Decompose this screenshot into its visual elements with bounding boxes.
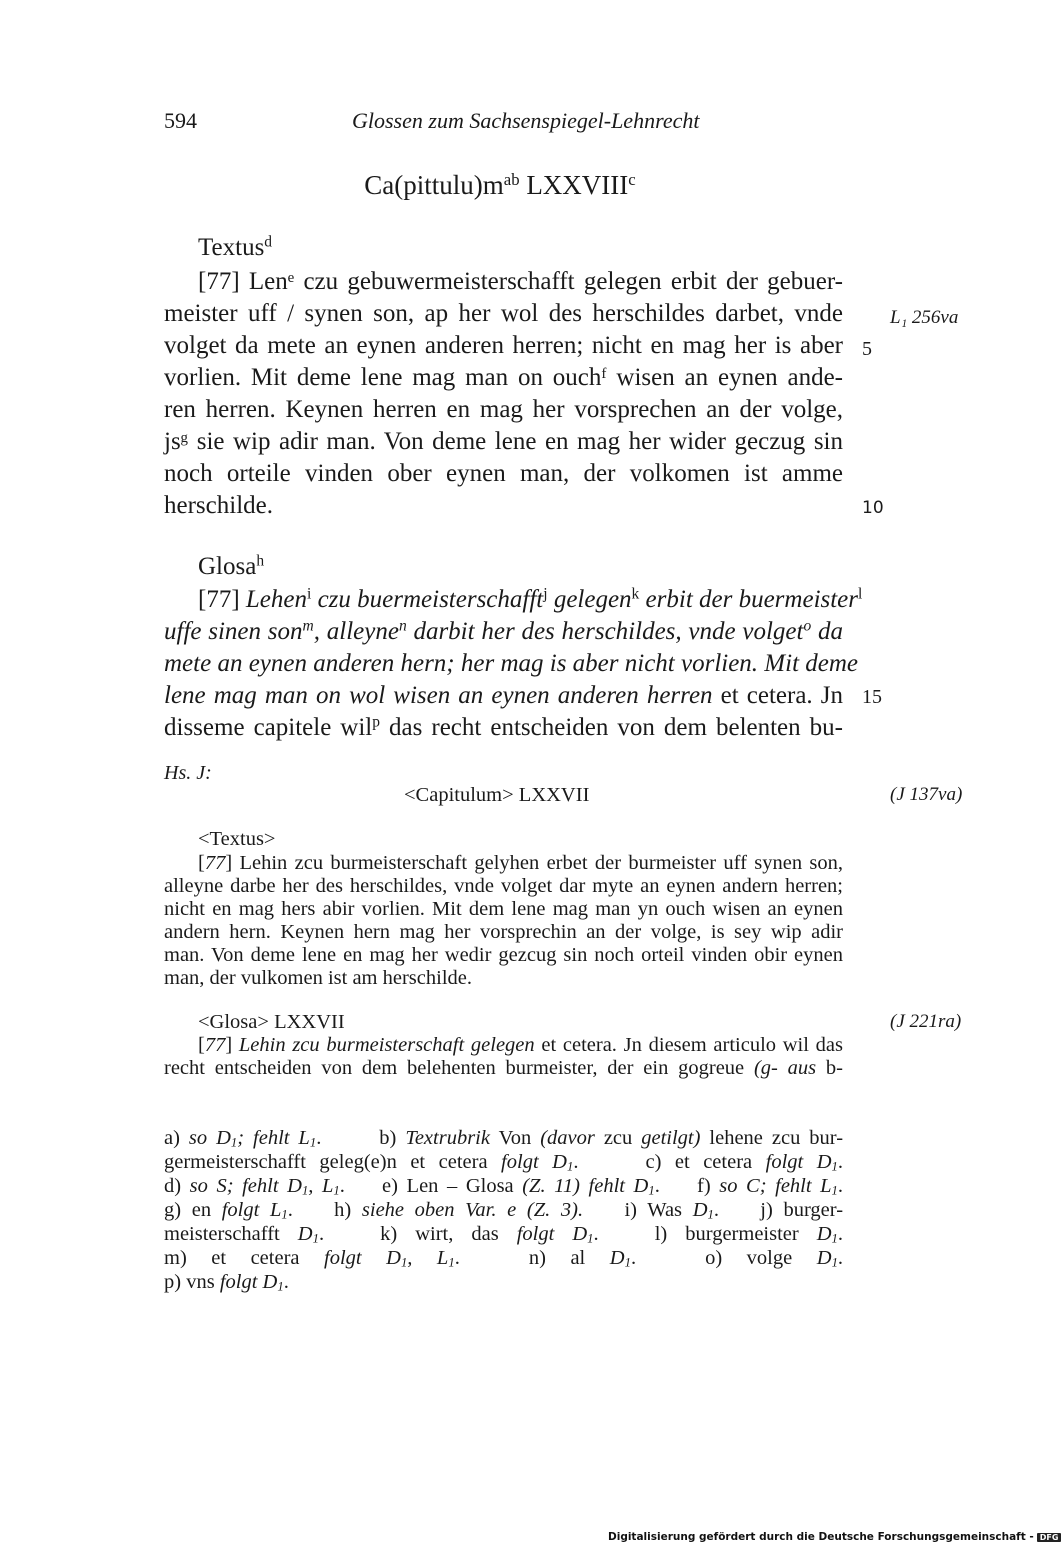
textus-heading: Textus$^d$: [198, 233, 273, 261]
footnote-line: a) so $D_1$; fehlt $L_1$. b) Textrubrik Von (davor zcu getilgt) lehene zcu bur-: [164, 1127, 844, 1150]
line-number: 10: [862, 498, 884, 518]
parallel-glosa-heading: <Glosa> LXXVII: [198, 1011, 345, 1033]
digitization-footer: [608, 1531, 1061, 1543]
parallel-line: nicht en mag hers abir vorlien. Mit dem lene mag man yn ouch wisen an eynen: [164, 898, 843, 920]
parallel-line: [77] Lehin zcu burmeisterschaft gelegen et cetera. Jn diesem articulo wil das: [198, 1034, 844, 1056]
gloss-line: disseme capitele wil$^p$ das recht entscheiden von dem belenten bu-: [164, 713, 844, 741]
footnote-line: meisterschafft $D_1$. k) wirt, das folgt $D_1$. l) burgermeister $D_1$.: [164, 1223, 844, 1246]
text-line: herschilde.: [164, 492, 273, 519]
footnote-line: p) vns folgt $D_1$.: [164, 1271, 289, 1294]
gloss-line: [77] Lehen$^i$ czu buermeisterschafft$^j$ gelegen$^k$ erbit der buermeister$^l$: [198, 585, 863, 613]
glosa-heading: Glosa$^h$: [198, 552, 265, 580]
gloss-line: uffe sinen son$^m$, alleyne$^n$ darbit her des herschildes, vnde volget$^o$ da: [164, 617, 843, 645]
footnote-line: d) so S; fehlt $D_1$, $L_1$. e) Len – Glosa (Z. 11) fehlt $D_1$. f) so C; fehlt $L_1$.: [164, 1175, 844, 1198]
parallel-chapter-title: <Capitulum> LXXVII: [404, 784, 590, 806]
text-line: jsᵍ sie wip adir man. Von deme lene en mag her wider geczug sin: [164, 428, 843, 455]
parallel-line: andern hern. Keynen hern mag her vorsprechin an der volge, is sey wip adir: [164, 921, 843, 943]
manuscript-folio-ref: L₁ 256va: [890, 307, 959, 328]
text-line: [77] Lenᵉ czu gebuwermeisterschafft gelegen erbit der gebuer-: [198, 268, 843, 295]
gloss-line: mete an eynen anderen hern; her mag is aber nicht vorlien. Mit deme: [164, 650, 859, 677]
manuscript-label: Hs. J:: [164, 762, 212, 784]
parallel-line: [77] Lehin zcu burmeisterschaft gelyhen erbet der burmeister uff synen son,: [198, 852, 843, 874]
page-number: 594: [164, 108, 197, 133]
line-number: 5: [862, 338, 872, 360]
gloss-line: lene mag man on wol wisen an eynen anderen herren et cetera. Jn: [164, 682, 843, 709]
text-line: ren herren. Keynen herren en mag her vorsprechen an der volge,: [164, 396, 843, 423]
parallel-line: alleyne darbe her des herschildes, vnde volget dar myte an eynen andern herren;: [164, 875, 843, 897]
text-line: noch orteile vinden ober eynen man, der volkomen ist amme: [164, 460, 843, 487]
parallel-textus-heading: <Textus>: [198, 828, 276, 850]
dfg-logo: DFG: [1037, 1533, 1061, 1542]
parallel-line: man, der vulkomen ist am herschilde.: [164, 967, 472, 989]
parallel-line: recht entscheiden von dem belehenten burmeister, der ein gogreue (g- aus b-: [164, 1057, 844, 1079]
footnote-line: g) en folgt $L_1$. h) siehe oben Var. e (Z. 3). i) Was $D_1$. j) burger-: [164, 1199, 844, 1222]
text-line: vorlien. Mit deme lene mag man on ouchᶠ wisen an eynen ande-: [164, 364, 843, 391]
parallel-line: man. Von deme lene en mag her wedir gezcug sin noch orteil vinden obir eynen: [164, 944, 843, 966]
footnote-line: m) et cetera folgt $D_1$, $L_1$. n) al $D_1$. o) volge $D_1$.: [164, 1247, 844, 1270]
manuscript-folio-ref: (J 221ra): [890, 1011, 962, 1032]
running-title: Glossen zum Sachsenspiegel-Lehnrecht: [352, 108, 700, 133]
manuscript-folio-ref: (J 137va): [890, 784, 963, 805]
footnote-line: germeisterschafft geleg(e)n et cetera folgt $D_1$. c) et cetera folgt $D_1$.: [164, 1151, 844, 1174]
footer-text: Digitalisierung gefördert durch die Deutsche Forschungsgemeinschaft -: [608, 1531, 1034, 1543]
chapter-title: $Ca(pittulu)m^{ab}$ LXXVIII$^c$: [364, 169, 636, 200]
text-line: meister uff / synen son, ap her wol des herschildes darbet, vnde: [164, 300, 843, 327]
text-line: volget da mete an eynen anderen herren; nicht en mag her is aber: [164, 332, 843, 359]
line-number: 15: [862, 686, 882, 708]
